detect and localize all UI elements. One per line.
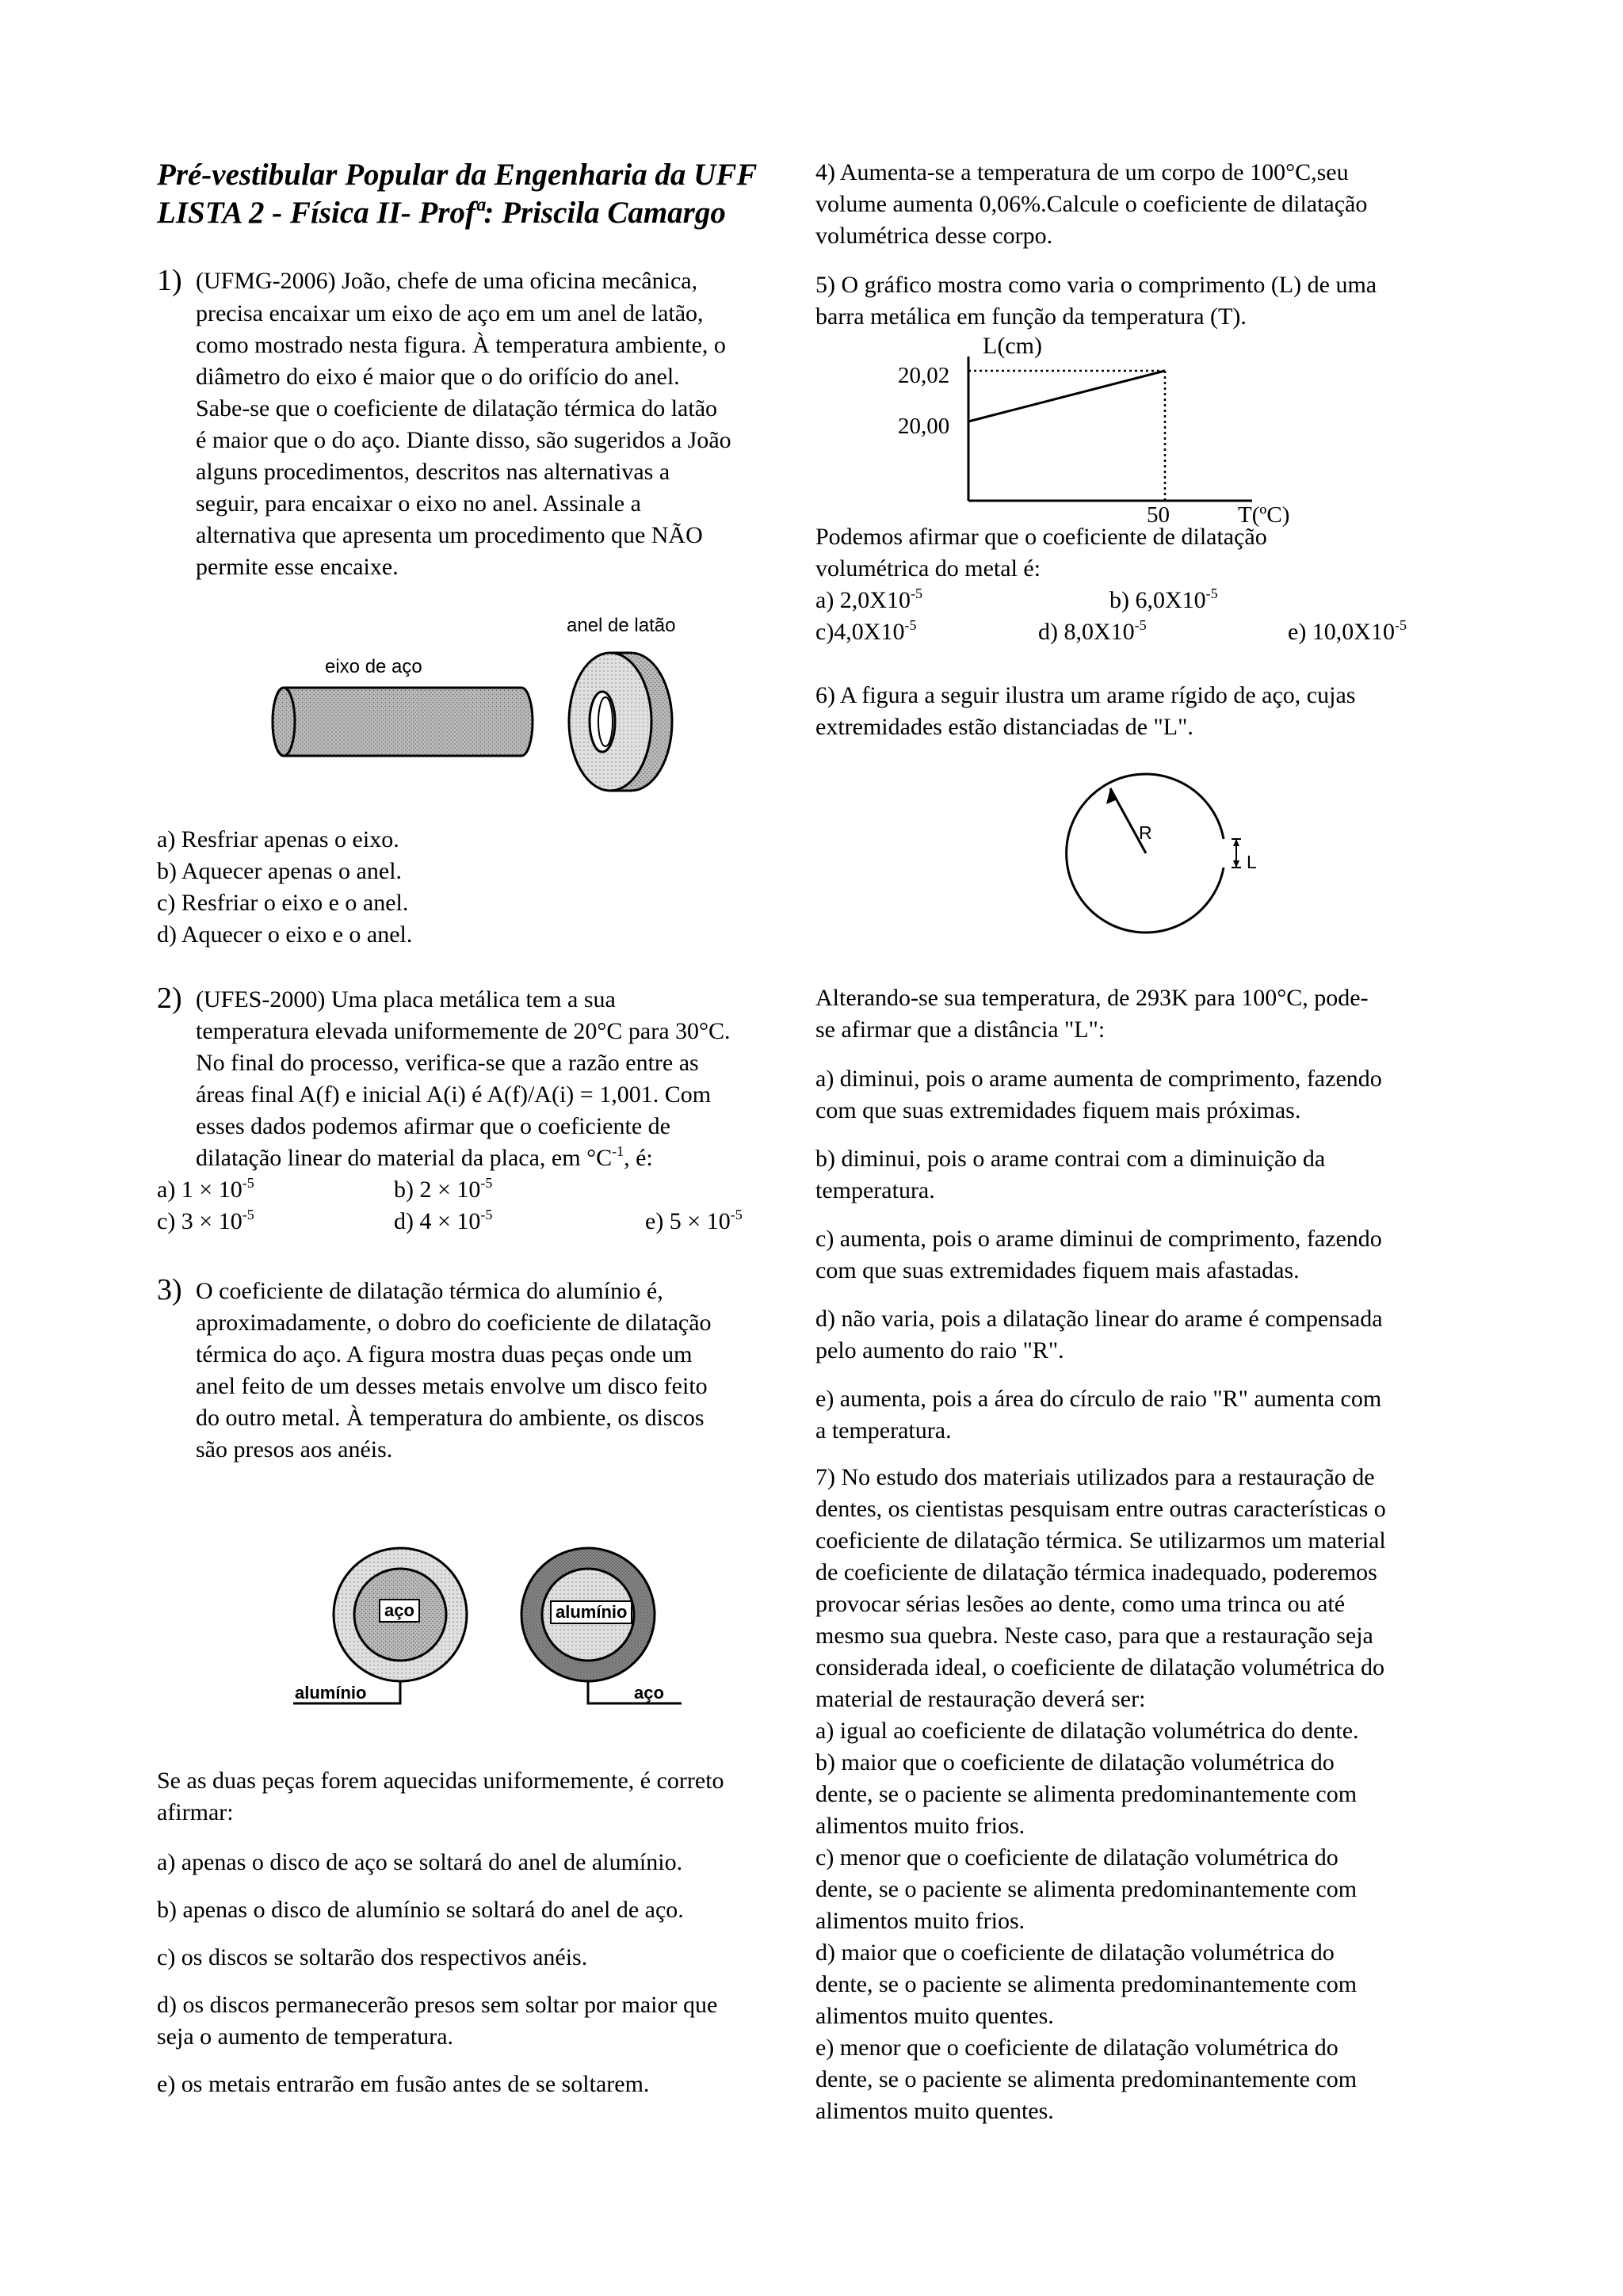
q6-option-d: d) não varia, pois a dilatação linear do arame é compensada bbox=[815, 1306, 1383, 1332]
q7-text-line: mesmo sua quebra. Neste caso, para que a restauração seja bbox=[815, 1623, 1373, 1649]
q2-text-line: áreas final A(f) e inicial A(i) é A(f)/A(i) = 1,001. Com bbox=[196, 1081, 712, 1108]
q6-option-c-cont: com que suas extremidades fiquem mais afastadas. bbox=[815, 1257, 1300, 1283]
q7-option-d-cont: alimentos muito quentes. bbox=[815, 2003, 1054, 2029]
q2-option-c: c) $3 \times 10^{-5}$ bbox=[157, 1207, 254, 1234]
q3-option-a: a) apenas o disco de aço se soltará do anel de alumínio. bbox=[157, 1849, 683, 1875]
q3-question-line: afirmar: bbox=[157, 1799, 234, 1825]
q7-option-a: a) igual ao coeficiente de dilatação volumétrica do dente. bbox=[815, 1718, 1359, 1744]
q3-option-d: d) os discos permanecerão presos sem soltar por maior que bbox=[157, 1992, 718, 2018]
q3-text-line: são presos aos anéis. bbox=[196, 1436, 393, 1463]
q6-wire-figure bbox=[1054, 772, 1268, 955]
q7-option-d-cont: dente, se o paciente se alimenta predominantemente com bbox=[815, 1971, 1358, 1997]
q2-number: 2) bbox=[157, 982, 182, 1015]
q1-text-line: seguir, para encaixar o eixo no anel. Assinale a bbox=[196, 490, 641, 517]
q7-text-line: coeficiente de dilatação térmica. Se utilizarmos um material bbox=[815, 1527, 1386, 1554]
gap-label: L bbox=[1247, 852, 1257, 872]
q3-option-b: b) apenas o disco de alumínio se soltará do anel de aço. bbox=[157, 1897, 684, 1923]
q4-text-line: volume aumenta 0,06%.Calcule o coeficiente de dilatação bbox=[815, 191, 1368, 217]
q5-option-a: a) $2,0X10^{-5}$ bbox=[815, 585, 922, 613]
q7-option-b-cont: dente, se o paciente se alimenta predominantemente com bbox=[815, 1781, 1358, 1807]
chart-y-tick-top: 20,02 bbox=[898, 363, 950, 388]
q4-text-line: volumétrica desse corpo. bbox=[815, 223, 1053, 249]
q1-text-line: como mostrado nesta figura. À temperatura ambiente, o bbox=[196, 332, 726, 358]
right-inner-label: alumínio bbox=[550, 1600, 632, 1624]
q7-option-c: c) menor que o coeficiente de dilatação volumétrica do bbox=[815, 1844, 1338, 1871]
chart-x-label: T(ºC) bbox=[1238, 502, 1290, 528]
q6-option-e-cont: a temperatura. bbox=[815, 1417, 952, 1444]
q6-option-e: e) aumenta, pois a área do círculo de raio "R" aumenta com bbox=[815, 1386, 1382, 1412]
q3-text-line: térmica do aço. A figura mostra duas peças onde um bbox=[196, 1341, 693, 1367]
q1-text-line: (UFMG-2006) João, chefe de uma oficina mecânica, bbox=[196, 268, 698, 294]
q3-text-line: aproximadamente, o dobro do coeficiente de dilatação bbox=[196, 1310, 712, 1336]
q2-text-line: No final do processo, verifica-se que a razão entre as bbox=[196, 1050, 699, 1076]
q5-question-line: volumétrica do metal é: bbox=[815, 555, 1041, 582]
right-outer-label: aço bbox=[634, 1683, 664, 1703]
q6-question-line: Alterando-se sua temperatura, de 293K para 100°C, pode- bbox=[815, 985, 1369, 1011]
q5-option-c: $c)4,0X10^{-5}$ bbox=[815, 617, 917, 645]
q7-text-line: provocar sérias lesões ao dente, como uma trinca ou até bbox=[815, 1591, 1346, 1617]
q4-text-line: 4) Aumenta-se a temperatura de um corpo de 100°C,seu bbox=[815, 159, 1349, 185]
q1-text-line: permite esse encaixe. bbox=[196, 554, 399, 580]
q1-text-line: alguns procedimentos, descritos nas alternativas a bbox=[196, 459, 670, 485]
q7-text-line: material de restauração deverá ser: bbox=[815, 1686, 1146, 1712]
q5-option-d: d) $8,0X10^{-5}$ bbox=[1038, 617, 1147, 645]
q3-question-line: Se as duas peças forem aquecidas uniformemente, é correto bbox=[157, 1768, 724, 1794]
ring-label: anel de latão bbox=[567, 615, 676, 636]
q2-text-line-last: dilatação linear do material da placa, em $^\circ C^{-1}$, é: bbox=[196, 1143, 653, 1171]
q1-text-line: diâmetro do eixo é maior que o do orifício do anel. bbox=[196, 364, 680, 390]
q1-text-line: Sabe-se que o coeficiente de dilatação térmica do latão bbox=[196, 395, 718, 421]
q7-text-line: de coeficiente de dilatação térmica inadequado, poderemos bbox=[815, 1559, 1377, 1585]
q6-option-a-cont: com que suas extremidades fiquem mais próximas. bbox=[815, 1097, 1301, 1123]
radius-label: R bbox=[1139, 822, 1152, 843]
left-inner-label: aço bbox=[379, 1599, 420, 1623]
q6-option-d-cont: pelo aumento do raio "R". bbox=[815, 1337, 1064, 1363]
q5-question-line: Podemos afirmar que o coeficiente de dilatação bbox=[815, 524, 1267, 550]
q3-number: 3) bbox=[157, 1273, 182, 1306]
q3-option-e: e) os metais entrarão em fusão antes de se soltarem. bbox=[157, 2071, 650, 2097]
q3-option-c: c) os discos se soltarão dos respectivos anéis. bbox=[157, 1944, 588, 1970]
q6-option-b: b) diminui, pois o arame contrai com a diminuição da bbox=[815, 1146, 1326, 1172]
q2-text-line: (UFES-2000) Uma placa metálica tem a sua bbox=[196, 986, 616, 1013]
q3-text-line: anel feito de um desses metais envolve um disco feito bbox=[196, 1373, 708, 1399]
q5-option-b: b) $6,0X10^{-5}$ bbox=[1109, 585, 1218, 613]
q1-text-line: alternativa que apresenta um procedimento que NÃO bbox=[196, 522, 703, 548]
q7-option-d: d) maior que o coeficiente de dilatação volumétrica do bbox=[815, 1939, 1335, 1966]
q1-shaft-ring-figure bbox=[262, 610, 737, 792]
q7-option-b: b) maior que o coeficiente de dilatação volumétrica do bbox=[815, 1749, 1335, 1775]
left-outer-label: alumínio bbox=[295, 1683, 367, 1703]
q1-option-d: d) Aquecer o eixo e o anel. bbox=[157, 921, 413, 948]
shaft-label: eixo de aço bbox=[325, 656, 422, 677]
shaft-end bbox=[273, 688, 295, 756]
chart-y-tick-bottom: 20,00 bbox=[898, 414, 950, 439]
q3-text-line: do outro metal. À temperatura do ambiente, os discos bbox=[196, 1405, 705, 1431]
q5-text-line: 5) O gráfico mostra como varia o comprimento (L) de uma bbox=[815, 272, 1377, 298]
q3-text-line: O coeficiente de dilatação térmica do alumínio é, bbox=[196, 1278, 663, 1304]
q2-option-a: a) $1 \times 10^{-5}$ bbox=[157, 1175, 254, 1203]
q7-option-c-cont: alimentos muito frios. bbox=[815, 1908, 1025, 1934]
q1-option-a: a) Resfriar apenas o eixo. bbox=[157, 826, 399, 852]
q6-option-c: c) aumenta, pois o arame diminui de comprimento, fazendo bbox=[815, 1226, 1382, 1252]
q2-text-line: esses dados podemos afirmar que o coeficiente de bbox=[196, 1113, 670, 1139]
q1-text-line: precisa encaixar um eixo de aço em um anel de latão, bbox=[196, 300, 704, 326]
q7-option-e-cont: dente, se o paciente se alimenta predominantemente com bbox=[815, 2066, 1358, 2092]
q6-option-b-cont: temperatura. bbox=[815, 1177, 935, 1203]
q7-text-line: considerada ideal, o coeficiente de dilatação volumétrica do bbox=[815, 1654, 1384, 1680]
q6-text-line: 6) A figura a seguir ilustra um arame rígido de aço, cujas bbox=[815, 682, 1356, 708]
q3-option-d-cont: seja o aumento de temperatura. bbox=[157, 2023, 454, 2050]
q2-text-line: temperatura elevada uniformemente de 20°C para 30°C. bbox=[196, 1018, 731, 1044]
q1-number: 1) bbox=[157, 264, 182, 297]
q5-text-line: barra metálica em função da temperatura (T). bbox=[815, 303, 1247, 330]
q7-option-b-cont: alimentos muito frios. bbox=[815, 1813, 1025, 1839]
q7-option-e-cont: alimentos muito quentes. bbox=[815, 2098, 1054, 2124]
q7-text-line: 7) No estudo dos materiais utilizados para a restauração de bbox=[815, 1464, 1375, 1490]
q6-option-a: a) diminui, pois o arame aumenta de comprimento, fazendo bbox=[815, 1066, 1382, 1092]
chart-x-tick: 50 bbox=[1147, 502, 1170, 528]
q2-option-b: b) $2 \times 10^{-5}$ bbox=[394, 1175, 493, 1203]
chart-series-line bbox=[968, 371, 1165, 421]
q6-question-line: se afirmar que a distância "L": bbox=[815, 1016, 1106, 1043]
q1-text-line: é maior que o do aço. Diante disso, são sugeridos a João bbox=[196, 427, 731, 453]
shaft-body bbox=[273, 688, 533, 756]
q7-text-line: dentes, os cientistas pesquisam entre outras características o bbox=[815, 1496, 1386, 1522]
header-line-1: Pré-vestibular Popular da Engenharia da UFF bbox=[157, 158, 758, 192]
q1-option-b: b) Aquecer apenas o anel. bbox=[157, 858, 403, 884]
q2-option-d: d) $4 \times 10^{-5}$ bbox=[394, 1207, 493, 1234]
q1-option-c: c) Resfriar o eixo e o anel. bbox=[157, 890, 409, 916]
q7-option-c-cont: dente, se o paciente se alimenta predominantemente com bbox=[815, 1876, 1358, 1902]
q5-option-e: e) $10,0X10^{-5}$ bbox=[1288, 617, 1407, 645]
q7-option-e: e) menor que o coeficiente de dilatação volumétrica do bbox=[815, 2035, 1338, 2061]
q6-text-line: extremidades estão distanciadas de "L". bbox=[815, 714, 1193, 740]
q2-option-e: e) $5 \times 10^{-5}$ bbox=[645, 1207, 743, 1234]
header-line-2: LISTA 2 - Física II- Profª: Priscila Camargo bbox=[157, 196, 726, 230]
chart-y-label: L(cm) bbox=[983, 333, 1042, 359]
